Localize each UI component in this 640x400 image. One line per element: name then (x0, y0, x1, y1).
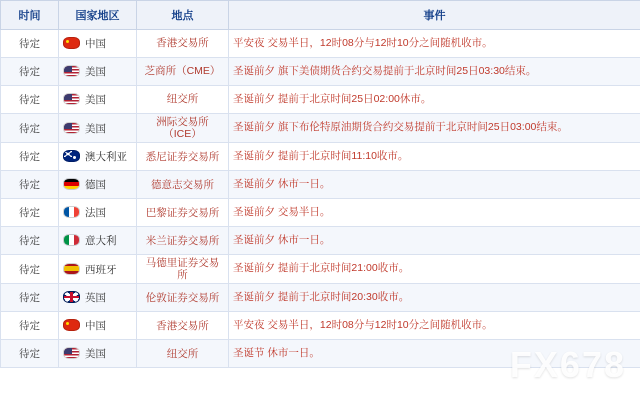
flag-icon-cn (63, 319, 80, 331)
cell-event: 圣诞前夕 旗下布伦特原油期货合约交易提前于北京时间25日03:00结束。 (229, 114, 640, 143)
column-header-event: 事件 (229, 1, 640, 30)
cell-event: 圣诞前夕 提前于北京时间20:30收市。 (229, 284, 640, 312)
flag-icon-gb (63, 291, 80, 303)
table-row (1, 114, 640, 143)
table-row (1, 340, 640, 368)
cell-region (59, 30, 137, 58)
cell-time: 待定 (1, 284, 59, 312)
cell-time: 待定 (1, 171, 59, 199)
table-row (1, 30, 640, 58)
column-header-region: 国家地区 (59, 1, 137, 30)
cell-time: 待定 (1, 340, 59, 368)
table-row (1, 199, 640, 227)
region-label: 美国 (85, 66, 106, 78)
watermark: FX678 (509, 344, 626, 385)
table-row (1, 143, 640, 171)
cell-place: 芝商所（CME） (137, 58, 229, 86)
cell-region (59, 58, 137, 86)
cell-region (59, 143, 137, 171)
region-label: 美国 (85, 348, 106, 361)
cell-place: 米兰证券交易所 (137, 227, 229, 255)
cell-time: 待定 (1, 199, 59, 227)
region-label: 澳大利亚 (85, 151, 127, 164)
region-label: 法国 (85, 207, 106, 220)
cell-event: 圣诞前夕 休市一日。 (229, 171, 640, 199)
flag-icon-es (63, 263, 80, 275)
table-row (1, 312, 640, 340)
cell-event: 圣诞节 休市一日。 (229, 340, 640, 368)
flag-icon-us (63, 65, 80, 77)
cell-event: 圣诞前夕 旗下美债期货合约交易提前于北京时间25日03:30结束。 (229, 58, 640, 86)
cell-region (59, 255, 137, 284)
cell-region (59, 312, 137, 340)
cell-time: 待定 (1, 114, 59, 143)
cell-place: 洲际交易所（ICE） (137, 114, 229, 143)
flag-icon-au (63, 150, 80, 162)
cell-time: 待定 (1, 30, 59, 58)
flag-icon-cn (63, 37, 80, 49)
cell-place: 马德里证券交易所 (137, 255, 229, 284)
flag-icon-it (63, 234, 80, 246)
cell-place: 悉尼证券交易所 (137, 143, 229, 171)
region-label: 英国 (85, 292, 106, 305)
cell-event: 平安夜 交易半日，12时08分与12时10分之间随机收市。 (229, 30, 640, 58)
flag-icon-us (63, 122, 80, 134)
table-row (1, 255, 640, 284)
cell-time: 待定 (1, 312, 59, 340)
table-body (1, 30, 640, 368)
table-row (1, 227, 640, 255)
cell-event: 圣诞前夕 交易半日。 (229, 199, 640, 227)
region-label: 中国 (85, 38, 106, 50)
table-row (1, 171, 640, 199)
cell-time: 待定 (1, 143, 59, 171)
cell-region (59, 171, 137, 199)
cell-place: 香港交易所 (137, 312, 229, 340)
region-label: 中国 (85, 320, 106, 333)
table-row (1, 284, 640, 312)
flag-icon-us (63, 347, 80, 359)
table-row (1, 86, 640, 114)
region-label: 西班牙 (85, 263, 117, 276)
cell-place: 纽交所 (137, 86, 229, 114)
cell-place: 巴黎证券交易所 (137, 199, 229, 227)
region-label: 德国 (85, 179, 106, 192)
cell-event: 圣诞前夕 休市一日。 (229, 227, 640, 255)
cell-time: 待定 (1, 58, 59, 86)
cell-region (59, 284, 137, 312)
cell-time: 待定 (1, 255, 59, 284)
cell-time: 待定 (1, 86, 59, 114)
cell-region (59, 114, 137, 143)
cell-event: 圣诞前夕 提前于北京时间11:10收市。 (229, 143, 640, 171)
table-header-row (1, 1, 640, 30)
cell-place: 德意志交易所 (137, 171, 229, 199)
cell-event: 圣诞前夕 提前于北京时间25日02:00休市。 (229, 86, 640, 114)
cell-region (59, 227, 137, 255)
cell-time: 待定 (1, 227, 59, 255)
cell-place: 伦敦证券交易所 (137, 284, 229, 312)
flag-icon-fr (63, 206, 80, 218)
cell-event: 圣诞前夕 提前于北京时间21:00收市。 (229, 255, 640, 284)
flag-icon-us (63, 93, 80, 105)
region-label: 美国 (85, 122, 106, 135)
column-header-place: 地点 (137, 1, 229, 30)
column-header-time: 时间 (1, 1, 59, 30)
cell-region (59, 199, 137, 227)
region-label: 意大利 (85, 235, 117, 248)
flag-icon-de (63, 178, 80, 190)
region-label: 美国 (85, 94, 106, 106)
table-row (1, 58, 640, 86)
cell-region (59, 340, 137, 368)
cell-place: 纽交所 (137, 340, 229, 368)
cell-region (59, 86, 137, 114)
cell-event: 平安夜 交易半日，12时08分与12时10分之间随机收市。 (229, 312, 640, 340)
cell-place: 香港交易所 (137, 30, 229, 58)
